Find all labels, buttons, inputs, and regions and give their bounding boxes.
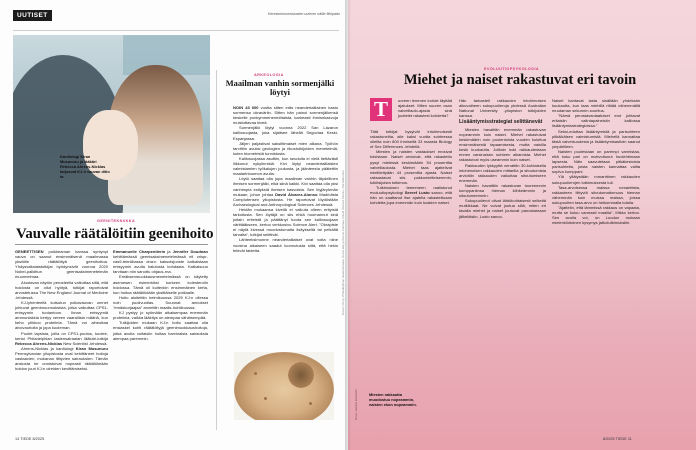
text-run: New Scientist -lehdessä. bbox=[62, 340, 108, 346]
paragraph bbox=[113, 274, 208, 294]
text-run: "Nämä perustavanlaatuiset erot johtavat erilaisiin valintapaineisiin kalliossa lisääntymisstrategioissa." bbox=[552, 113, 640, 129]
paragraph bbox=[113, 249, 208, 274]
paragraph bbox=[552, 174, 640, 184]
text-run: KJ pystyy jo syömään aikaisempaa enemmän proteiinia, vaikka lääkitys on aiempaa vähäisempää. bbox=[113, 310, 208, 321]
title-divider bbox=[15, 244, 208, 245]
text-run: Emäksenmuokkausmenetelmässä on käytetty asemesen esimerkiksi korkeen kolesterolin hoidossa. Tämä oli kuitenkin ensimmäinen kerta, kun hoitoa räätälöidään yksittäiselle potilaalle. bbox=[113, 274, 208, 295]
text-run: Tutkijoiden mukaan KJ:n hoito saattaa olla ensiaskel kohti räätälöityjä geenimuokkaushoitoja, jotka avulla voitaisiin hoitaa harvinaisia sairauksia aiempaa paremmin. bbox=[113, 320, 208, 341]
paragraph bbox=[552, 129, 640, 149]
paragraph bbox=[459, 127, 546, 163]
fingerprint-stone-photo bbox=[234, 352, 334, 420]
paragraph bbox=[113, 295, 208, 310]
page-footer-left: 14 TIEDE 8/2025 bbox=[15, 437, 45, 441]
bold-run: Rebecca Ahrens-Nicklas bbox=[15, 340, 63, 346]
text-run: KJ-lyhenteellä kutsutun poikavauvan omnet johtuvat geenimuunnoksista, jotka vaikuttaa CPS1-entsyymin tuotantoon. Ilman entsyymiä ammoniakkia kertyy vereen vaarallisia määriä, kun keho pilkkoo proteiinia. Tämä voi aiheuttaa aivovaurioita ja jopa kuoleman. bbox=[15, 299, 108, 331]
right-body-column-1 bbox=[370, 129, 452, 205]
text-run: Lähteeksimunne neandertalilaiset ovat voita niine vuosina aikaiseen saadut luonnutusta siitä, että hekin tekivät taidetta. bbox=[233, 237, 338, 253]
text-run: Naisten havaittiin rakastuvan tuoreemmin kumppaniinsa hieman kiihkeämmin ja sitoutuneemmin. bbox=[459, 182, 546, 199]
paragraph bbox=[113, 310, 208, 320]
text-run: Hän tarkasteli rakkauden intohimoisen alkuvaiheen sukupuolieroja yhdessä Australian National University -yliopiston tutkijoiden kanssa. bbox=[459, 98, 546, 119]
text-run: Ahrens-Nicklas ja kardiologi bbox=[21, 345, 76, 351]
text-run: Tasa-arvoisessa maissa romanttista, rakkauteen liittyviä sitoutumattomuus hieman vähemmän kuin muissa maissa, joissa sukupuolten tasa-arvo on heikommalla tolalla. bbox=[552, 184, 640, 205]
section-tag: UUTISET bbox=[13, 10, 52, 21]
paragraph bbox=[233, 125, 338, 140]
body-column-2 bbox=[113, 249, 208, 341]
header-note: Kerestoinnonnistusten uutinen näille fiihipadu bbox=[267, 12, 340, 16]
paragraph bbox=[15, 300, 108, 331]
right-article-title: Miehet ja naiset rakastuvat eri tavoin bbox=[403, 72, 637, 88]
paragraph bbox=[15, 346, 108, 371]
stone-speck bbox=[309, 402, 312, 405]
article2-body bbox=[233, 105, 338, 253]
paragraph bbox=[233, 207, 338, 238]
text-run: Miesten ja naisten vastaukset erosivat toisistaan. Naiset arvioivat, että rakastettu pysyi mielessä keskimäärin 54 prosenttia valveillaolosta. Miehet taas ajattelivat mielitiettyään 44 prosenttia ajasta. Naiset raksastavat siis pakkomielteisemmin, tulkitsijoista tutkimus. bbox=[370, 149, 452, 185]
text-run: Löytö saattaa olla jopa maailman vanhin täydellinen ihmisen sormenjälki, eikä siinä kaikki. Kivi saattaa olla yksi vanhimpia esityksiä ihmisen kasvoista. Sen löyjäryhmän mukaan, johon johtaa bbox=[233, 176, 338, 197]
paragraph bbox=[370, 149, 452, 185]
text-run: Naiset kantavat lasta sisällään yhdeksän kuukautta, kun taas miehillä riittää vähemmällä muutaman sekunnin suoritus. bbox=[552, 98, 640, 114]
text-run: Hoito aloitettiin helmikuussa 2025 KJ:n ollessa noin puolivuotias. Suunnat annokset "emäskorjaajaa" annettiin maalis-huhtikuussa. bbox=[113, 294, 208, 311]
text-run: poikkeaman kanssa syntynyt vauva on saanut ensimmäisenä maailmassa yksilölle räätälöityä geenihoitoa. Yhdysvaltalaistutkijat hyödynsivät vuonna 2020 Nobel-palkittun geenisaksimenetelmän muunnelmaa. bbox=[15, 249, 108, 280]
paragraph bbox=[459, 183, 546, 198]
paragraph bbox=[552, 98, 640, 113]
text-run: sanoo, että hän on saattanut itse ajatella rakastettuaan kohdetta jopa enemmän kuin koskien naiset. bbox=[370, 190, 452, 206]
column-divider bbox=[216, 70, 217, 430]
article-kicker: GEENITEKNIIKKA bbox=[97, 219, 136, 223]
bold-run: Kiran Musunuru bbox=[75, 345, 109, 351]
article2-kicker: ARKEOLOGIA bbox=[254, 73, 284, 77]
bold-run: NOIN 43 000 bbox=[233, 105, 259, 110]
paragraph bbox=[233, 176, 338, 207]
stone-speck bbox=[254, 372, 257, 375]
text-run: Seksi-eduttaa lisääntymistä ja parisuhteen pitkäikäisen valmistumistä. Miehellä kannattaa tästä valveisuudesta ja lisääntymisastioin saanut ympärilleen. bbox=[552, 128, 640, 149]
paragraph bbox=[233, 105, 338, 125]
paragraph bbox=[459, 163, 546, 183]
paragraph bbox=[15, 280, 108, 300]
text-run: Rakkauden lykkyyttä verrattiin 30-kohtaisella intohimoisen rakkauden mittarilla ja sitoutumista arvioitiin rakkauden vaikuttaa sitoutumiseen enemmän. bbox=[459, 162, 546, 183]
text-run: Kalliosuojassa asuttiin, kun seudulla ei vielä tiettävästi liikkunut nykyihmisiä. Kivi löytyi neandertalilaisten valmistamien työkalujen joukosta, ja jäänteesta päätettiin maalarintuomon avulla. bbox=[233, 155, 338, 177]
paragraph bbox=[15, 249, 108, 280]
photo-credit: Kuvat: Chop, Philadelphian lastensairaala. Kuvat alla ja Kauno Arlomaa, David Álvarez Alonso, Ota Mahonen bbox=[341, 170, 345, 315]
page-footer-right: 8/2025 TIEDE 11 bbox=[603, 437, 632, 441]
drop-cap: T bbox=[370, 98, 392, 121]
bold-run: Sereef Lusto bbox=[404, 190, 430, 196]
right-article-kicker: EVOLUUTIOPSYKOLOGIA bbox=[484, 67, 540, 71]
stone-speck bbox=[264, 397, 267, 400]
header-divider bbox=[13, 30, 339, 31]
text-run: Sukupuolierot olivat lähtökohtaisesti selkeitä mutkikkaat. Ne voivat joutua sillä, miten eri tavalla miehet ja naiset joutuvat panostamaan jälkeläisiin, Lusto sanoo. bbox=[459, 198, 546, 219]
paragraph bbox=[113, 320, 208, 340]
paragraph bbox=[459, 98, 546, 118]
text-run: Tätä tutkijat kysyivät intohimoisesti rakastuneilta, alle kaksi vuotta suhteessa olleilta noin 800 ihmiseltä 33 maasta Biology of Sex Differences -lehdellä. bbox=[370, 129, 452, 150]
right-body-column-2 bbox=[459, 98, 546, 219]
text-run: Jäljen paljastivat saksittimaiset mien alkana. Työhön tarvittiin avuksi geologien ja rikostutkijoiden menetelmiä, kuten biometristä tunnistusta. bbox=[233, 140, 338, 156]
text-run: kehittämässä geenisaksimenetelmässä eli crispr-cas9-tekniikassa dna:n kaksoisjuoste katkaistaan entsyymin avulla halutusta kohdasta. Katkaisuun tarvitaan niin sanottu ohjaus-rna. bbox=[113, 254, 208, 275]
paragraph bbox=[15, 331, 108, 346]
bold-run: GENEETTISEN bbox=[15, 249, 44, 254]
page-gutter bbox=[345, 0, 351, 450]
paragraph bbox=[552, 205, 640, 225]
article2-title: Maailman vanhin sormenjälki löytyi bbox=[225, 79, 335, 98]
right-body-intro: uoreen lemmen kohde täyttää ajatukset. Miten suuren osan valveillaolo-ajasta sinä juuttelet rakastesi kohdetta? bbox=[398, 98, 452, 119]
text-run: Pennsylvanian yliopistosta ovat kehittäneet hoitoja vastaavien, mukanan liittyvien sairauksien. Tämän ansiosta he onnistuivat nopeasti räätälöimään hoidon juuri KJ:n oireiden kevittämiseksi. bbox=[15, 350, 108, 372]
text-run: Aluotavan näytön perusteella vaikuttaa siltä, että hoidosta on ollut hyötyä, tutkijat raportoivat arvostetussa The New England Journal of Medicine -lehdessä. bbox=[15, 279, 108, 300]
paragraph bbox=[233, 237, 338, 252]
bold-run: Jennifer Doudnan bbox=[172, 249, 209, 254]
paragraph bbox=[552, 149, 640, 174]
bold-run: Emmanuelle Charpentierin bbox=[113, 249, 166, 254]
text-run: Heidän mukaansa kivellä ei vaikuta olleen erityistä tarkoitusta. Sen löytäjä on siis ehkä huomannut sinä joitain eriteistä ja päättänyt tuoda sen kalliosuojaan värittääkseen, kertoo verkkosivu Science Alert. "Okrapiste ei näytä kivessä muodostumalta lisäykseltä tai pelkältä tahralta", tutkijat selittivät. bbox=[233, 206, 338, 238]
bold-run: David Álvarez-Alonso bbox=[275, 191, 318, 197]
text-run: Miesten havaittiin enemmän rakastuvan nopeammin kuin naiset. Miehet rakastuivat keskimäärin noin puolentoista vuoden kuluttua ensimmäisestä tapaamisesta, mutta naisilla keski kuukautta. Joiltain koki rakkaudestaan ennen varsinaisen suhteen alkamista. Miehet rakastuivat myös useammin kuin naiset. bbox=[459, 126, 546, 163]
paragraph bbox=[233, 141, 338, 156]
article-title: Vauvalle räätälöitiin geenihoito bbox=[16, 226, 214, 242]
text-run: Puolet lapsista, joilla on CPS1-puutos, kuolee, kertoi Philadelphian lastensairaalan lääkäri-tutkija bbox=[15, 330, 108, 341]
ochre-dot bbox=[286, 360, 316, 390]
paragraph bbox=[459, 198, 546, 218]
paragraph bbox=[233, 156, 338, 176]
text-run: Naisten puolestaan on parempi varmistaa, että koko pari on motivoitunut huolehtimaan lapsesta. Näin saavutetaan pitkäkestoisia parisuhteita, joista naisten kannattaa valita sopiva kumppani. bbox=[552, 148, 640, 175]
text-run: Tutkimuksen teemmeen raalistunut evoluutiopsykologi bbox=[370, 185, 452, 196]
photo-credit-right: Kuva: Juliana Kiviniemi bbox=[354, 389, 358, 420]
paragraph bbox=[552, 185, 640, 205]
lab-photo bbox=[13, 35, 210, 213]
photo-caption: Kardiologi Kiran Musunuru ja lääkäri Rebecca Ahrens-Nicklas tarjoavat KJ:n vauvan ditio ta. bbox=[60, 154, 110, 180]
text-run: ja bbox=[165, 249, 173, 254]
paragraph bbox=[370, 129, 452, 149]
text-run: Madridista Complutensen yliopistosta. He raportoivat löydöstään Archaeological and Anthropological Sciences -lehdessä. bbox=[233, 191, 338, 207]
photo-caption-right: Miesten rakkautta muodostuu nopeammin, naisten ekon nopeammin. bbox=[369, 392, 417, 408]
subheading: Lisääntymisstrategiat selittänevät bbox=[459, 119, 543, 126]
paragraph bbox=[370, 185, 452, 205]
body-column-1 bbox=[15, 249, 108, 371]
paragraph bbox=[552, 113, 640, 128]
right-body-column-3 bbox=[552, 98, 640, 225]
text-run: vuotta sitten eräs neandertalilainen kasto sormensa okraväriin. Sitten hän painoi sormenjälkensä keskelle punkymmenenmittaista, karkeasti ihmisnkasvoja muistuttavaa kiveä. bbox=[233, 105, 338, 126]
text-run: "Ajattelin, että lämmissä rakkaus on vapaata, mutta se kuluu varmasti maailla", Mikko kertoo. Sen avulla voi, on Luodon mukaan mielenkiintoinen kysymys jatkotutkimuksille. bbox=[552, 204, 640, 226]
text-run: Sormenjälki löytyi vuonna 2022 San Lázaron kalliosuojasta, joka sijaitsee lähellä Segoviaa Keski-Espanjassa. bbox=[233, 125, 338, 141]
text-run: Ylä yllätystään romanttinen rakkauden sukupuolierojen tutkimuksesta tuli. bbox=[552, 174, 640, 185]
